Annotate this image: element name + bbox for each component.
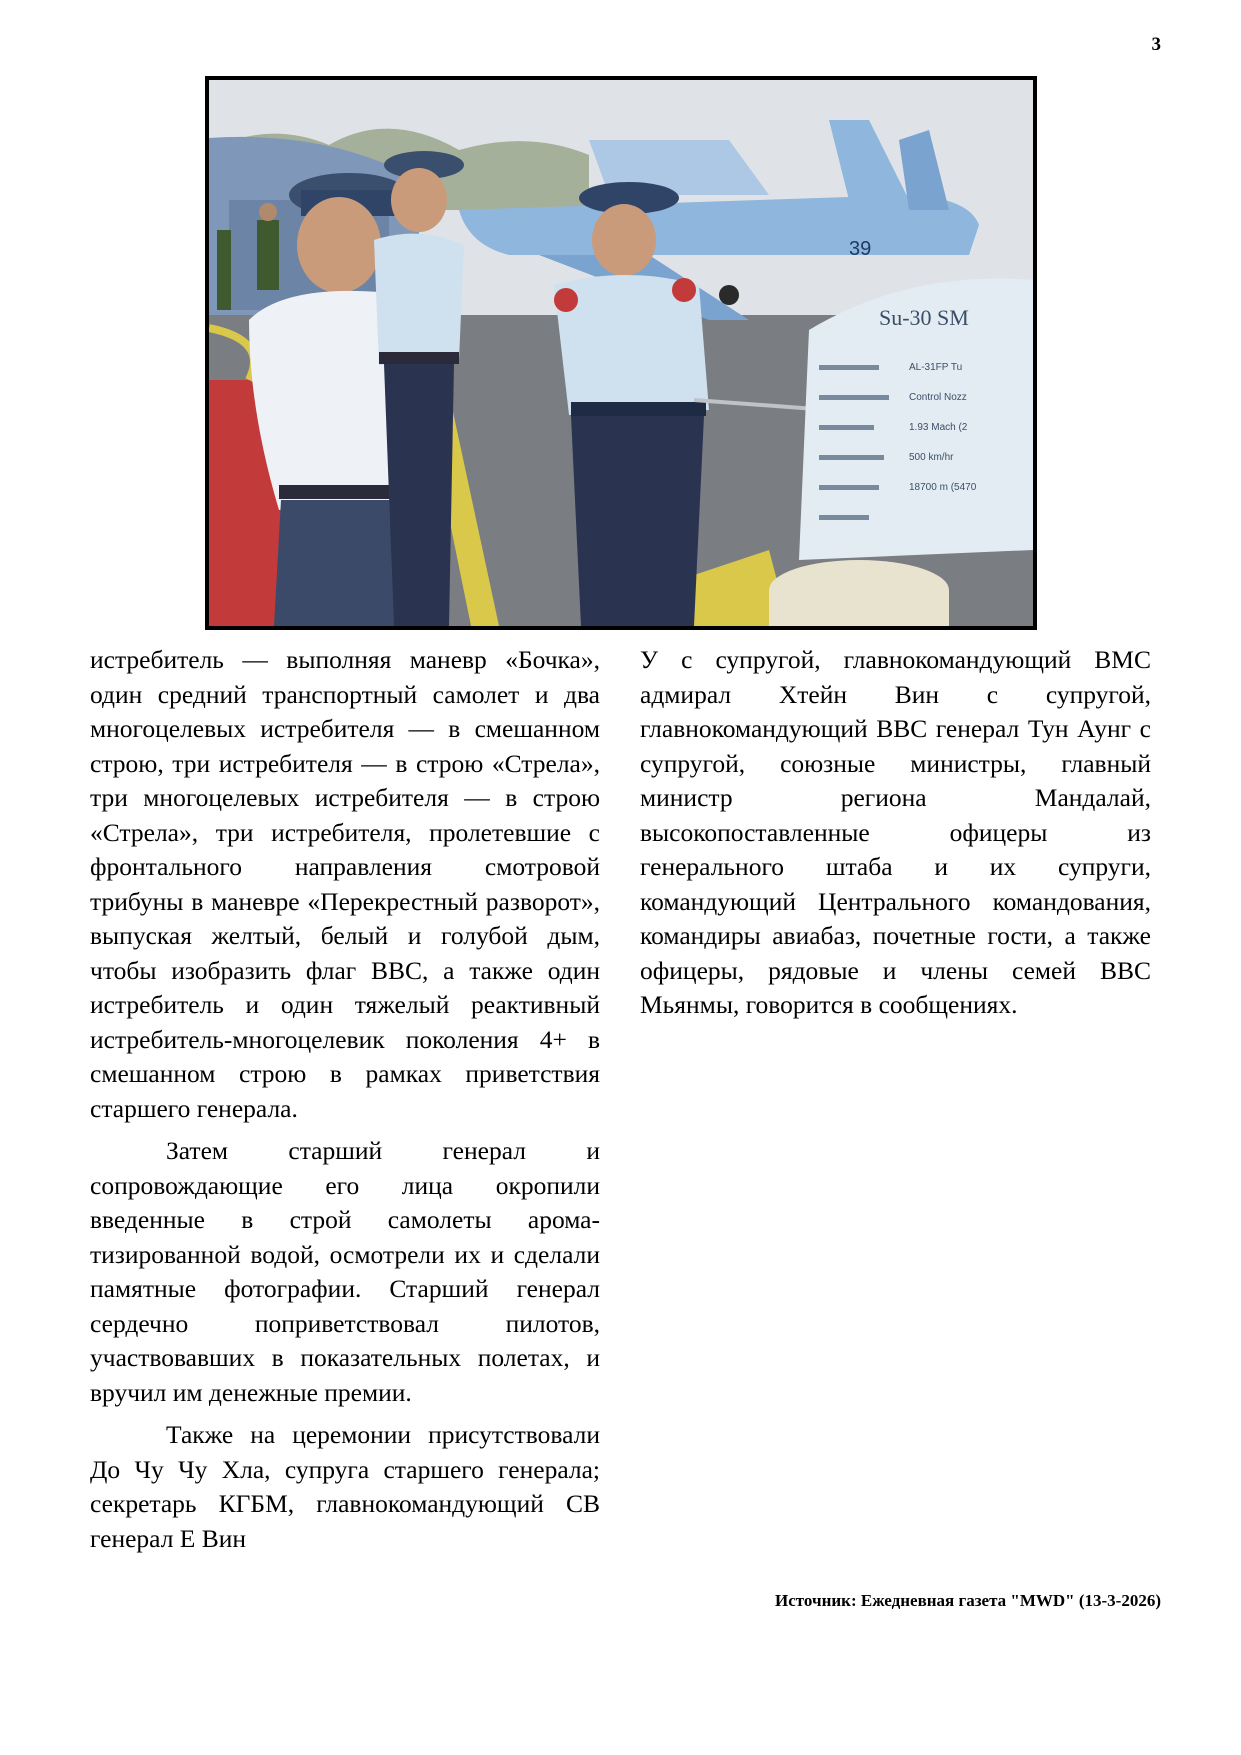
sign-line: AL-31FP Tu: [909, 362, 963, 373]
paragraph: Затем старший генерал и сопровождающие его лица окропили введенные в строй самолеты ароматизированной водой, осмотрели их и сделали памятные фотографии. Старший генерал сердечно поприветствовал пилотов, участвовавших в показательных полетах, и вручил им денежные премии.: [90, 1136, 600, 1407]
sign-line: 1.93 Mach (2: [909, 422, 968, 433]
article-column-left: [90, 643, 600, 1556]
paragraph: истребитель — выполняя маневр «Бочка», один средний транспортный самолет и два многоцелевых истребителя — в смешанном строю, три истребителя — в строю «Стрела», три многоцелевых истребителя — в строю «Стрела», три истребителя, пролетевшие с фронтального направления смотровой трибуны в маневре «Перекрестный разворот», выпуская желтый, белый и голубой дым, чтобы изобразить флаг ВВС, а также один истребитель и один тяжелый реактивный истребитель-многоцелевик поколения 4+ в смешанном строю в рамках приветствия старшего генерала.: [90, 645, 600, 1123]
sign-model: Su-30 SM: [879, 305, 969, 330]
aircraft-number: 39: [849, 238, 872, 260]
sign-line: 500 km/hr: [909, 452, 954, 463]
photo-scene: [209, 80, 1033, 626]
sign-line: Control Nozz: [909, 392, 967, 403]
sign-line: 18700 m (5470: [909, 482, 977, 493]
news-photo: [205, 76, 1037, 630]
paragraph: Также на церемонии присутствовали До Чу Чу Хла, супруга старшего генерала; секретарь КГБМ, главнокомандующий СВ генерал Е Вин: [90, 1420, 600, 1553]
source-note: Источник: Ежедневная газета "MWD" (13-3-2026): [775, 1591, 1161, 1610]
paragraph: У с супругой, главнокомандующий ВМС адмирал Хтейн Вин с супругой, главнокомандующий ВВС генерал Тун Аунг с супругой, союзные министры, главный министр региона Мандалай, высокопоставленные офицеры из генерального штаба и их супруги, командующий Центрального командования, командиры авиабаз, почетные гости, а также офицеры, рядовые и члены семей ВВС Мьянмы, говорится в сообщениях.: [640, 645, 1151, 1019]
page-number: 3: [1151, 34, 1161, 55]
article-column-right: [640, 643, 1151, 1023]
